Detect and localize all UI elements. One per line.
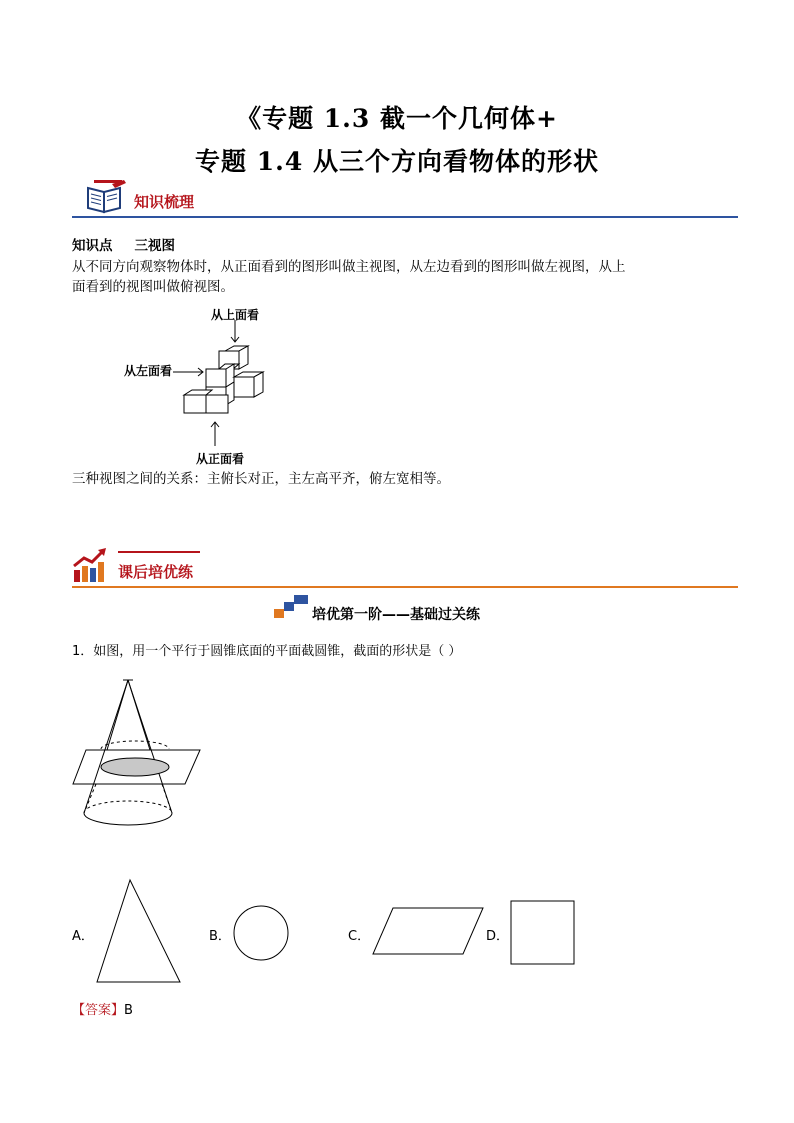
option-b-label[interactable]: B． <box>209 929 231 944</box>
knowledge-text-line-2: 面看到的视图叫做俯视图。 <box>72 279 234 295</box>
option-d-label[interactable]: D． <box>486 929 510 944</box>
growth-chart-icon <box>72 548 108 584</box>
knowledge-text-line-1: 从不同方向观察物体时，从正面看到的图形叫做主视图，从左边看到的图形叫做左视图，从上 <box>72 259 626 275</box>
answer-label: 【答案】 <box>72 1003 125 1018</box>
option-d-square[interactable] <box>510 900 576 966</box>
option-a-label[interactable]: A． <box>72 929 94 944</box>
question-1-text: 1．如图，用一个平行于圆锥底面的平面截圆锥，截面的形状是（ ） <box>72 644 462 659</box>
option-a-triangle[interactable] <box>94 878 184 986</box>
section-label-knowledge: 知识梳理 <box>134 193 195 211</box>
answer-value: B <box>124 1003 133 1018</box>
steps-icon <box>274 593 310 619</box>
practice-subheading: 培优第一阶——基础过关练 <box>312 607 480 623</box>
knowledge-heading <box>72 236 175 257</box>
knowledge-topic: 三视图 <box>134 238 175 254</box>
page-title-line-1: 《专题 1.3 截一个几何体+ <box>236 104 558 133</box>
cube-stack-figure <box>170 318 280 453</box>
label-from-left: 从左面看 <box>124 364 173 378</box>
section-divider-practice <box>72 586 738 588</box>
answer-line <box>72 1000 133 1021</box>
section-divider-knowledge <box>72 216 738 218</box>
cone-edges-overlay <box>70 678 210 830</box>
option-c-label[interactable]: C． <box>348 929 371 944</box>
label-from-top: 从上面看 <box>211 308 260 322</box>
section-label-practice: 课后培优练 <box>118 563 194 581</box>
page-title-line-2: 专题 1.4 从三个方向看物体的形状 <box>195 147 599 176</box>
option-b-circle[interactable] <box>232 904 290 962</box>
label-from-front: 从正面看 <box>196 452 245 466</box>
option-c-parallelogram[interactable] <box>371 906 487 956</box>
knowledge-point-label: 知识点 <box>72 238 113 254</box>
book-icon <box>84 180 128 216</box>
section-accent-practice <box>118 551 200 553</box>
knowledge-relation: 三种视图之间的关系：主俯长对正，主左高平齐，俯左宽相等。 <box>72 471 450 487</box>
